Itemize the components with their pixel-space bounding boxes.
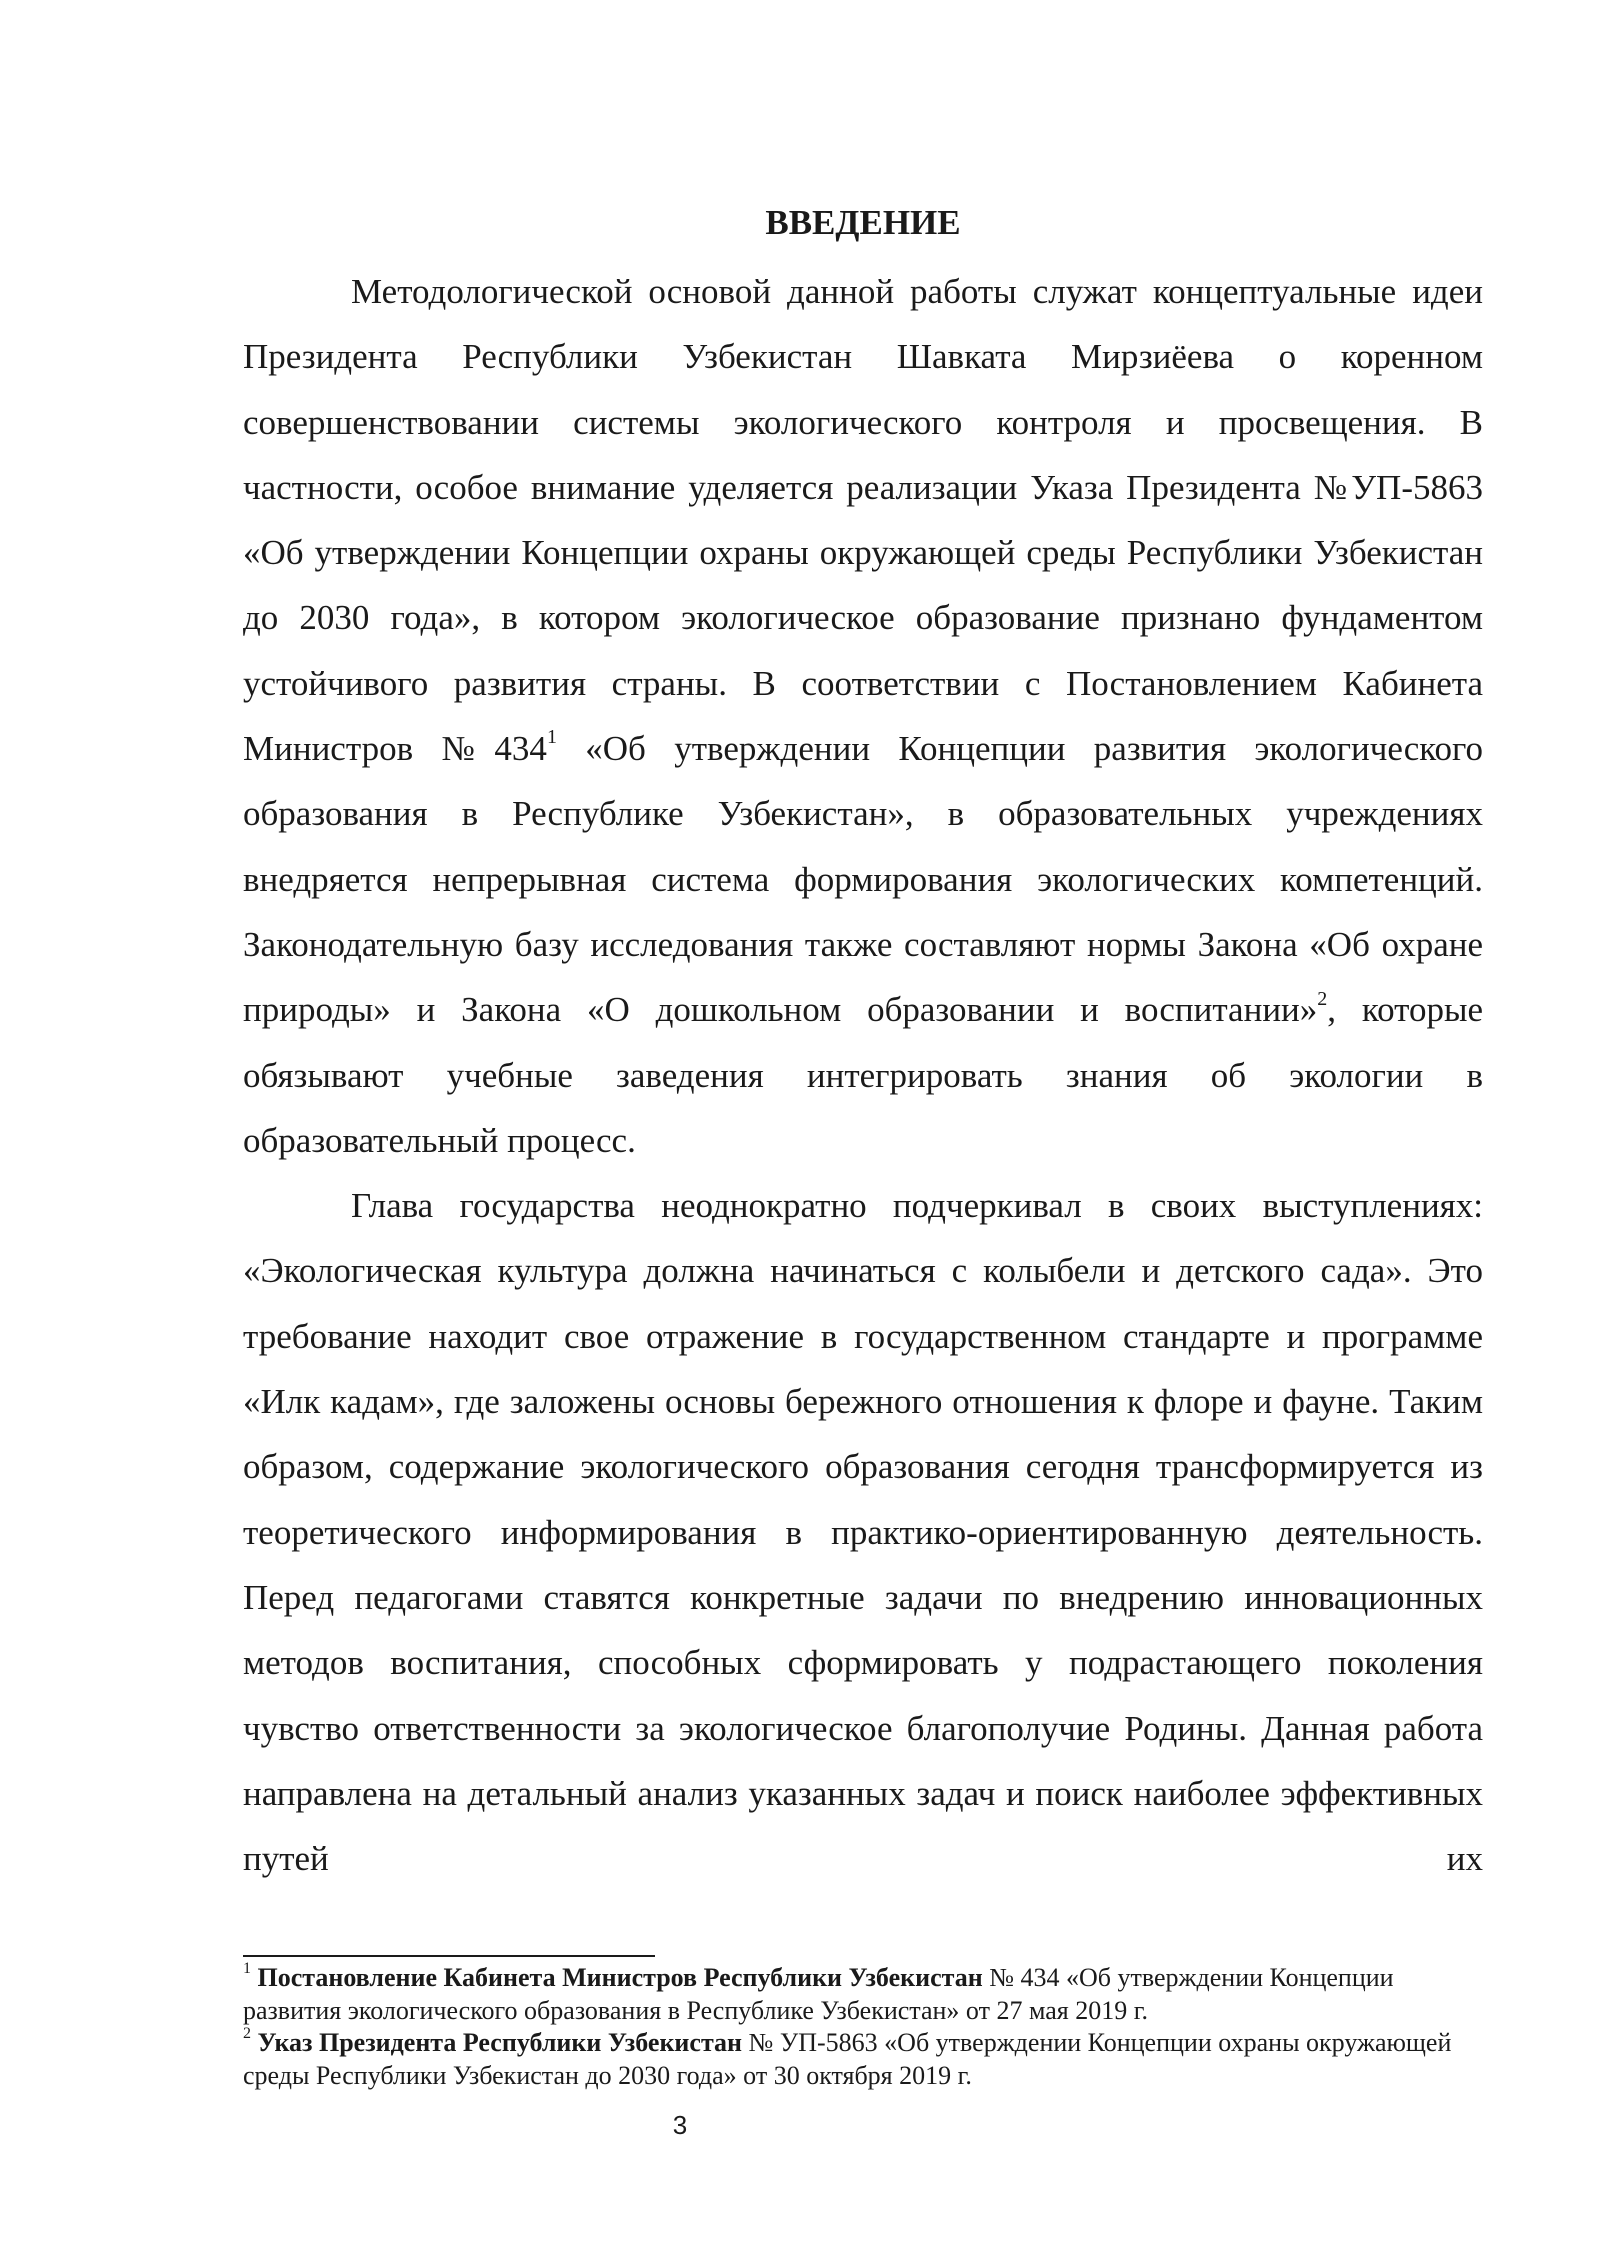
footnote-1-mark: 1 <box>243 1960 251 1978</box>
footnote-2-mark: 2 <box>243 2025 251 2043</box>
footnote-2 <box>243 2027 1483 2092</box>
footnote-1 <box>243 1962 1483 2027</box>
footnote-1-source: Постановление Кабинета Министров Республики Узбекистан <box>257 1963 983 1992</box>
paragraph-1 <box>243 259 1483 1173</box>
section-heading: ВВЕДЕНИЕ <box>765 203 961 242</box>
paragraph-1-text-a: Методологической основой данной работы служат концептуальные идеи Президента Республики Узбекистан Шавката Мирзиёева о коренном совершенствовании системы экологического контроля и просвещения. В частности, особое внимание уделяется реализации Указа Президента №УП-5863 «Об утверждении Концепции охраны окружающей среды Республики Узбекистан до 2030 года», в котором экологическое образование признано фундаментом устойчивого развития страны. В соответствии с Постановлением Кабинета Министров №434 <box>243 272 1483 769</box>
paragraph-2-text: Глава государства неоднократно подчеркивал в своих выступлениях: «Экологическая культура должна начинаться с колыбели и детского сада». Это требование находит свое отражение в государственном стандарте и программе «Илк кадам», где заложены основы бережного отношения к флоре и фауне. Таким образом, содержание экологического образования сегодня трансформируется из теоретического информирования в практико-ориентированную деятельность. Перед педагогами ставятся конкретные задачи по внедрению инновационных методов воспитания, способных сформировать у подрастающего поколения чувство ответственности за экологическое благополучие Родины. Данная работа направлена на детальный анализ указанных задач и поиск наиболее эффективных путей их <box>243 1186 1483 1879</box>
paragraph-2 <box>243 1173 1483 1891</box>
page-number: 3 <box>672 2110 688 2140</box>
footnote-2-source: Указ Президента Республики Узбекистан <box>257 2028 743 2057</box>
footnote-ref-1: 1 <box>546 726 557 749</box>
footnote-ref-2: 2 <box>1317 987 1328 1010</box>
footnotes <box>243 1962 1483 2092</box>
paragraph-1-text-c: , которые обязывают учебные заведения интегрировать знания об экологии в образовательный процесс. <box>243 990 1483 1160</box>
footnote-separator <box>243 1955 655 1957</box>
footnote-1-text: № 434 «Об утверждении Концепции развития экологического образования в Республике Узбекистан» от 27 мая 2019 г. <box>243 1963 1394 2025</box>
body-text <box>243 259 1483 1891</box>
paragraph-1-text-b: «Об утверждении Концепции развития экологического образования в Республике Узбекистан», в образовательных учреждениях внедряется непрерывная система формирования экологических компетенций. Законодательную базу исследования также составляют нормы Закона «Об охране природы» и Закона «О дошкольном образовании и воспитании» <box>243 729 1483 1030</box>
footnote-2-text: № УП-5863 «Об утверждении Концепции охраны окружающей среды Республики Узбекистан до 2030 года» от 30 октября 2019 г. <box>243 2028 1452 2090</box>
